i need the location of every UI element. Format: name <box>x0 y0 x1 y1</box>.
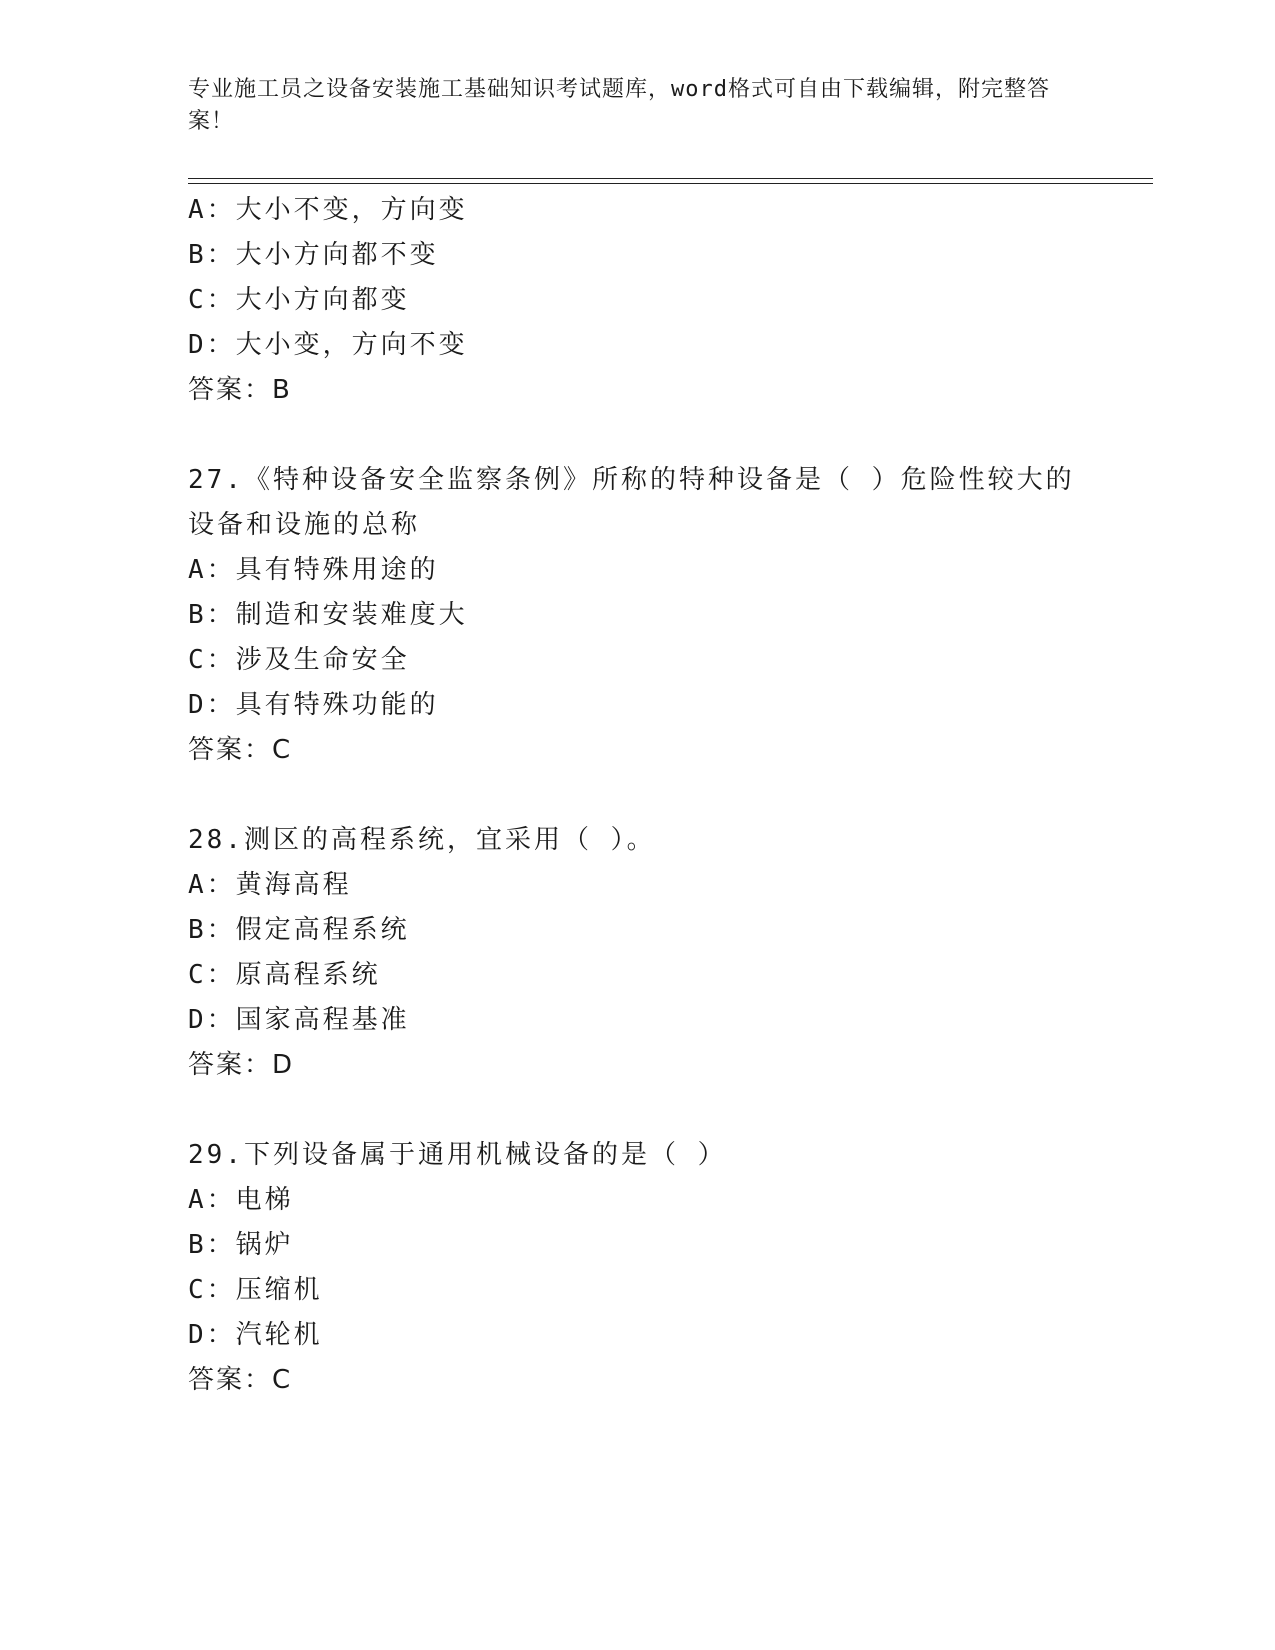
q26-option-b: B：大小方向都不变 <box>188 240 439 270</box>
q27-answer: 答案：C <box>188 735 293 765</box>
q28-option-b: B：假定高程系统 <box>188 915 410 945</box>
document-header: 专业施工员之设备安装施工基础知识考试题库，word格式可自由下载编辑，附完整答案！ <box>188 77 1050 134</box>
q26-option-d: D：大小变，方向不变 <box>188 330 468 360</box>
q27-option-b: B：制造和安装难度大 <box>188 600 468 630</box>
q26-answer: 答案：B <box>188 375 292 405</box>
q27-stem-line1: 27.《特种设备安全监察条例》所称的特种设备是（ ）危险性较大的 <box>188 465 1075 495</box>
header-divider-top <box>188 178 1153 179</box>
q26-option-c: C：大小方向都变 <box>188 285 410 315</box>
q28-option-c: C：原高程系统 <box>188 960 381 990</box>
q29-option-a: A：电梯 <box>188 1185 294 1215</box>
header-divider-bottom <box>188 183 1153 184</box>
q28-answer: 答案：D <box>188 1050 295 1080</box>
q29-option-d: D：汽轮机 <box>188 1320 323 1350</box>
q29-answer: 答案：C <box>188 1365 293 1395</box>
q27-option-c: C：涉及生命安全 <box>188 645 410 675</box>
q28-stem-line1: 28.测区的高程系统，宜采用（ ）。 <box>188 825 656 855</box>
q28-option-a: A：黄海高程 <box>188 870 352 900</box>
q29-stem-line1: 29.下列设备属于通用机械设备的是（ ） <box>188 1140 727 1170</box>
q26-option-a: A：大小不变，方向变 <box>188 195 468 225</box>
q27-option-a: A：具有特殊用途的 <box>188 555 439 585</box>
q29-option-b: B：锅炉 <box>188 1230 294 1260</box>
q29-option-c: C：压缩机 <box>188 1275 323 1305</box>
q28-option-d: D：国家高程基准 <box>188 1005 410 1035</box>
q27-option-d: D：具有特殊功能的 <box>188 690 439 720</box>
q27-stem-line2: 设备和设施的总称 <box>188 510 421 540</box>
